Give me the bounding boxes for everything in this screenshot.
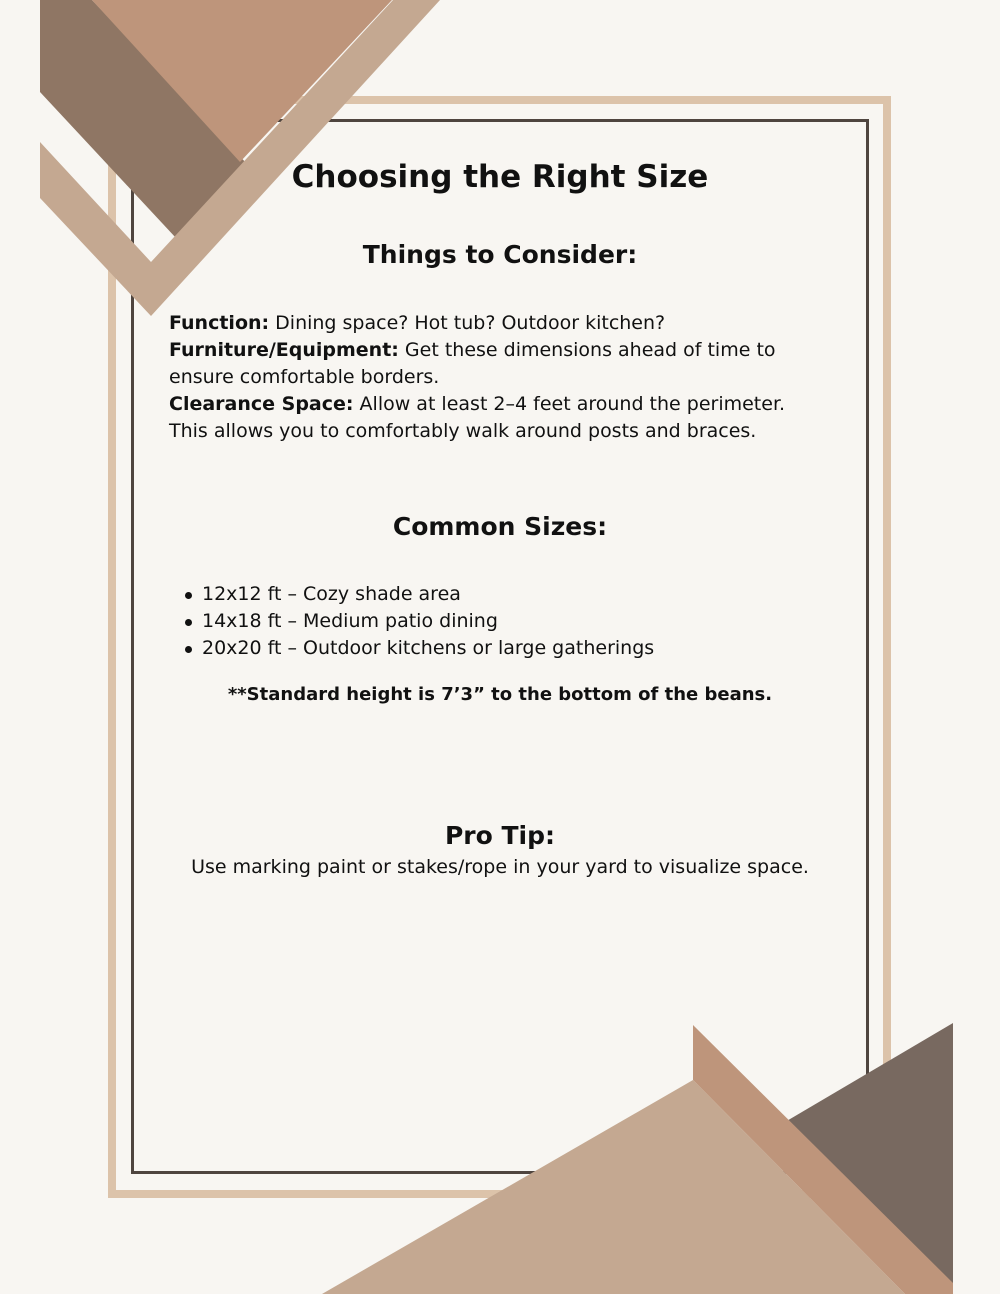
list-item: [183, 581, 654, 608]
bullet-icon: [185, 646, 192, 653]
size-text: 20x20 ft – Outdoor kitchens or large gatherings: [202, 637, 655, 659]
list-item: [183, 608, 654, 635]
considerations-list: [169, 310, 809, 445]
pro-tip-heading: Pro Tip:: [444, 821, 556, 850]
things-to-consider-heading: Things to Consider:: [362, 240, 638, 269]
consideration-label: Furniture/Equipment:: [169, 339, 399, 361]
page-title: Choosing the Right Size: [291, 159, 709, 195]
common-sizes-list: [183, 581, 654, 662]
size-text: 14x18 ft – Medium patio dining: [202, 610, 498, 632]
size-text: 12x12 ft – Cozy shade area: [202, 583, 461, 605]
consideration-text: Get these dimensions ahead of time to ensure comfortable borders.: [169, 339, 776, 388]
bullet-icon: [185, 592, 192, 599]
list-item: [183, 635, 654, 662]
consideration-label: Function:: [169, 312, 270, 334]
common-sizes-heading: Common Sizes:: [392, 512, 608, 541]
consideration-item: [169, 310, 809, 337]
bullet-icon: [185, 619, 192, 626]
consideration-item: [169, 391, 809, 445]
pro-tip-text: Use marking paint or stakes/rope in your yard to visualize space.: [191, 856, 809, 878]
consideration-text: Dining space? Hot tub? Outdoor kitchen?: [269, 312, 666, 334]
consideration-item: [169, 337, 809, 391]
consideration-label: Clearance Space:: [169, 393, 354, 415]
standard-height-note: **Standard height is 7’3” to the bottom of the beans.: [227, 684, 773, 705]
consideration-text: Allow at least 2–4 feet around the perimeter. This allows you to comfortably walk around posts and braces.: [169, 393, 786, 442]
